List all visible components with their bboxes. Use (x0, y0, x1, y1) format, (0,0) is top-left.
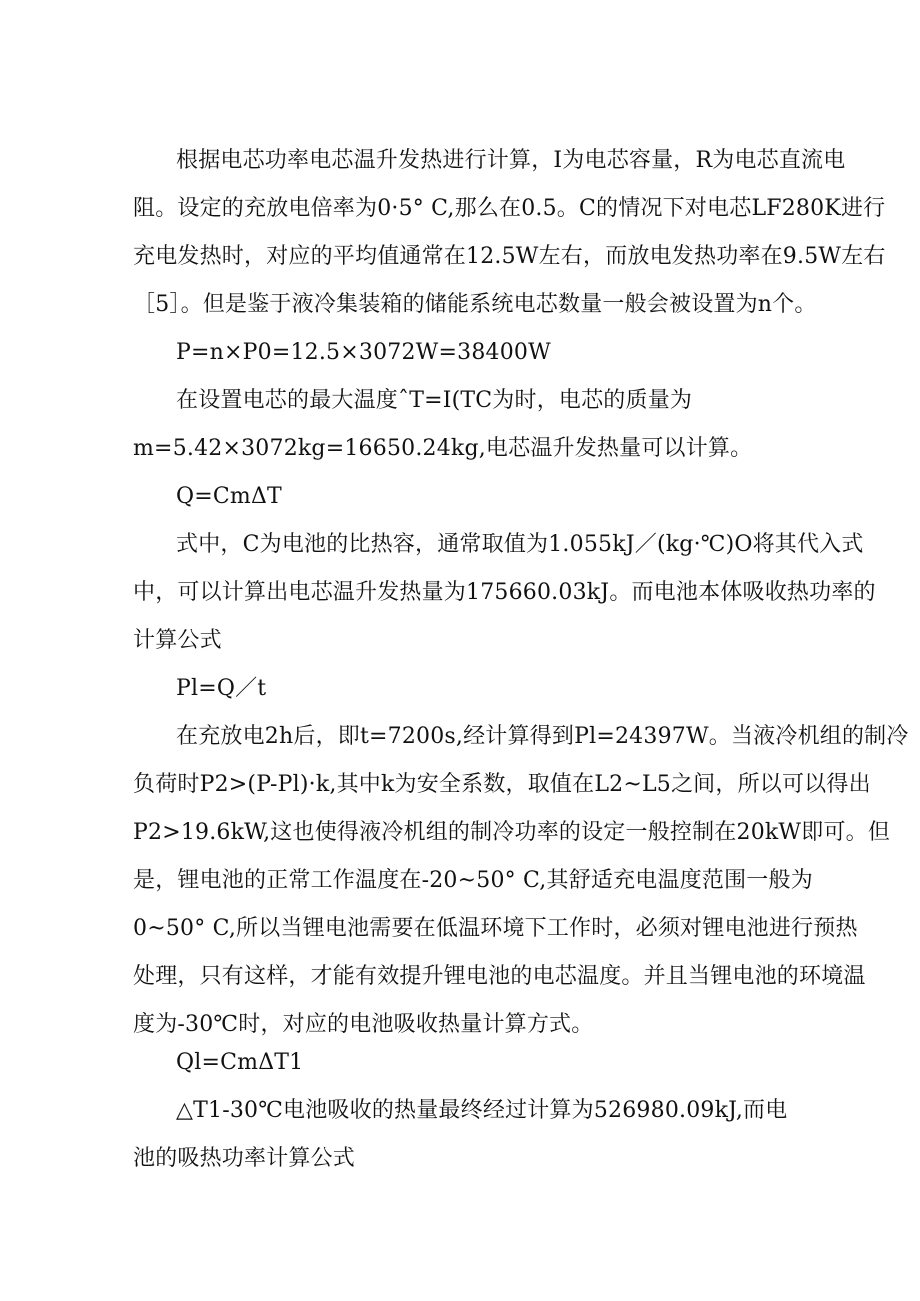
paragraph-line: 负荷时P2>(P-Pl)·k,其中k为安全系数，取值在L2~L5之间，所以可以得出 (133, 772, 871, 797)
paragraph-line: 池的吸热功率计算公式 (133, 1146, 356, 1171)
formula-line: Pl=Q／t (176, 676, 267, 701)
paragraph-line: 是，锂电池的正常工作温度在-20~50° C,其舒适充电温度范围一般为 (133, 868, 813, 893)
paragraph-line: ［5］。但是鉴于液冷集装箱的储能系统电芯数量一般会被设置为n个。 (133, 292, 817, 317)
paragraph-line: m=5.42×3072kg=16650.24kg,电芯温升发热量可以计算。 (133, 436, 753, 461)
formula-line: Q=CmΔT (176, 484, 282, 509)
formula-line: P=n×P0=12.5×3072W=38400W (176, 340, 551, 365)
paragraph-line: △T1-30℃电池吸收的热量最终经过计算为526980.09kJ,而电 (176, 1098, 788, 1123)
paragraph-line: 根据电芯功率电芯温升发热进行计算，I为电芯容量，R为电芯直流电 (176, 148, 846, 173)
formula-line: Ql=CmΔT1 (176, 1050, 304, 1075)
paragraph-line: 式中，C为电池的比热容，通常取值为1.055kJ／(kg·℃)O将其代入式 (176, 532, 864, 557)
paragraph-line: P2>19.6kW,这也使得液冷机组的制冷功率的设定一般控制在20kW即可。但 (133, 820, 891, 845)
paragraph-line: 处理，只有这样，才能有效提升锂电池的电芯温度。并且当锂电池的环境温 (133, 964, 866, 989)
paragraph-line: 在设置电芯的最大温度ˆT=I(TC为时，电芯的质量为 (176, 388, 693, 413)
paragraph-line: 阻。设定的充放电倍率为0·5° C,那么在0.5。C的情况下对电芯LF280K进行 (133, 196, 886, 221)
paragraph-line: 在充放电2h后，即t=7200s,经计算得到Pl=24397W。当液冷机组的制冷 (176, 724, 909, 749)
paragraph-line: 中，可以计算出电芯温升发热量为175660.03kJ。而电池本体吸收热功率的 (133, 580, 876, 605)
paragraph-line: 计算公式 (133, 628, 222, 653)
paragraph-line: 度为-30℃时，对应的电池吸收热量计算方式。 (133, 1012, 594, 1037)
paragraph-line: 0~50° C,所以当锂电池需要在低温环境下工作时，必须对锂电池进行预热 (133, 916, 858, 941)
paragraph-line: 充电发热时，对应的平均值通常在12.5W左右，而放电发热功率在9.5W左右 (133, 244, 886, 269)
